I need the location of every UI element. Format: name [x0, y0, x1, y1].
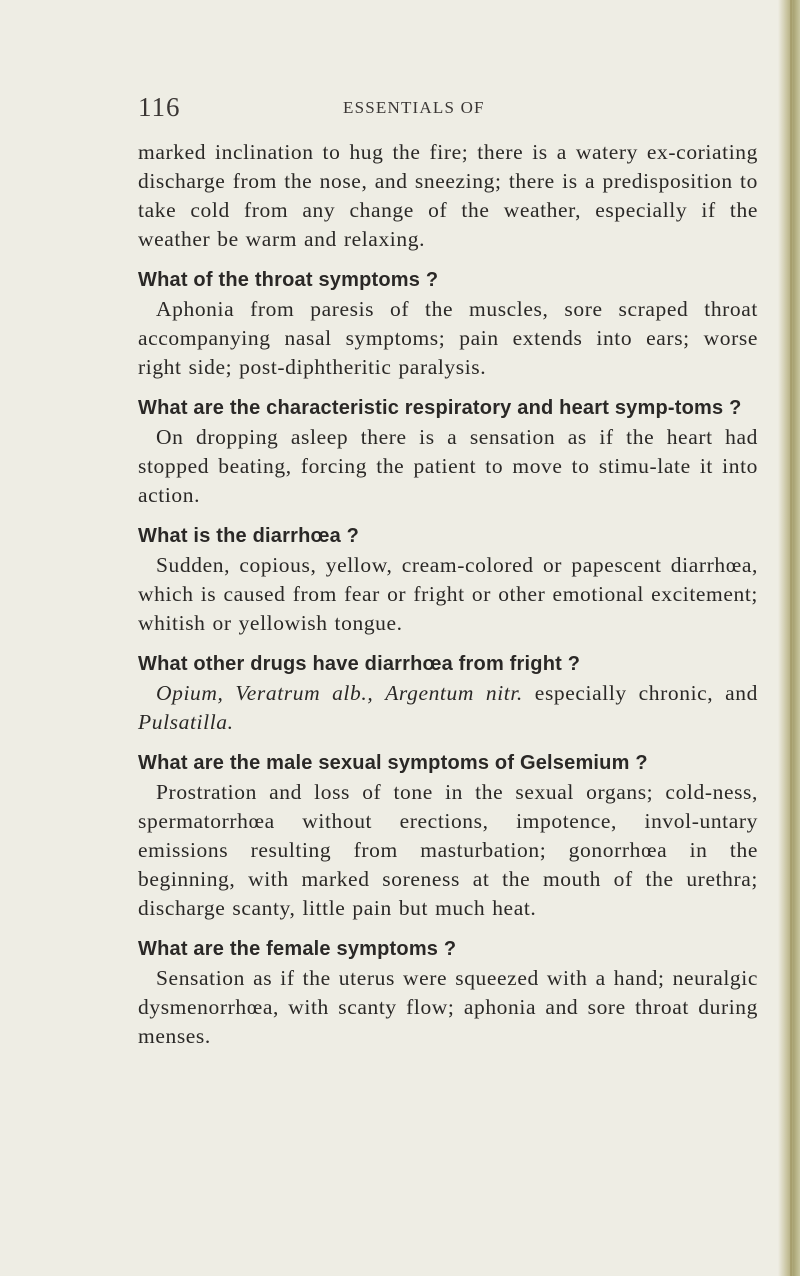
question-heading: What are the male sexual symptoms of Gelsemium ?	[138, 752, 648, 774]
answer-paragraph: Prostration and loss of tone in the sexual organs; cold-ness, spermatorrhœa without erections, impotence, invol-untary emissions resulting from masturbation; gonorrhœa in the beginning, with marked soreness at the mouth of the urethra; discharge scanty, little pain but much heat.	[138, 780, 758, 920]
page-edge-line	[790, 0, 792, 1276]
drug-name: Argentum nitr.	[385, 681, 523, 705]
drug-name: Pulsatilla.	[138, 710, 234, 734]
page-header	[138, 92, 758, 132]
answer-paragraph: Aphonia from paresis of the muscles, sore scraped throat accompanying nasal symptoms; pain extends into ears; worse right side; post-diphtheritic paralysis.	[138, 297, 758, 379]
page-edge-shadow	[778, 0, 800, 1276]
question-heading: What are the female symptoms ?	[138, 938, 457, 960]
answer-text: especially chronic, and	[534, 681, 758, 705]
question-heading: What is the diarrhœa ?	[138, 525, 360, 547]
answer-paragraph: Sensation as if the uterus were squeezed with a hand; neuralgic dysmenorrhœa, with scanty flow; aphonia and sore throat during menses.	[138, 966, 758, 1048]
question-heading: What are the characteristic respiratory and heart symp-toms ?	[138, 397, 742, 419]
intro-paragraph: marked inclination to hug the fire; there is a watery ex-coriating discharge from the nose, and sneezing; there is a predisposition to take cold from any change of the weather, especially if the weather be warm and relaxing.	[138, 140, 758, 251]
running-title: ESSENTIALS OF	[343, 98, 485, 117]
drug-name: Opium,	[156, 681, 224, 705]
page-number: 116	[138, 92, 181, 122]
page-body	[138, 138, 758, 1051]
question-heading: What of the throat symptoms ?	[138, 269, 439, 291]
answer-paragraph: Sudden, copious, yellow, cream-colored or papescent diarrhœa, which is caused from fear or fright or other emotional excitement; whitish or yellowish tongue.	[138, 553, 758, 635]
answer-paragraph-drugs	[138, 679, 758, 737]
question-heading: What other drugs have diarrhœa from fright ?	[138, 653, 581, 675]
drug-name: Veratrum alb.,	[235, 681, 374, 705]
answer-paragraph: On dropping asleep there is a sensation as if the heart had stopped beating, forcing the patient to move to stimu-late it into action.	[138, 425, 758, 507]
